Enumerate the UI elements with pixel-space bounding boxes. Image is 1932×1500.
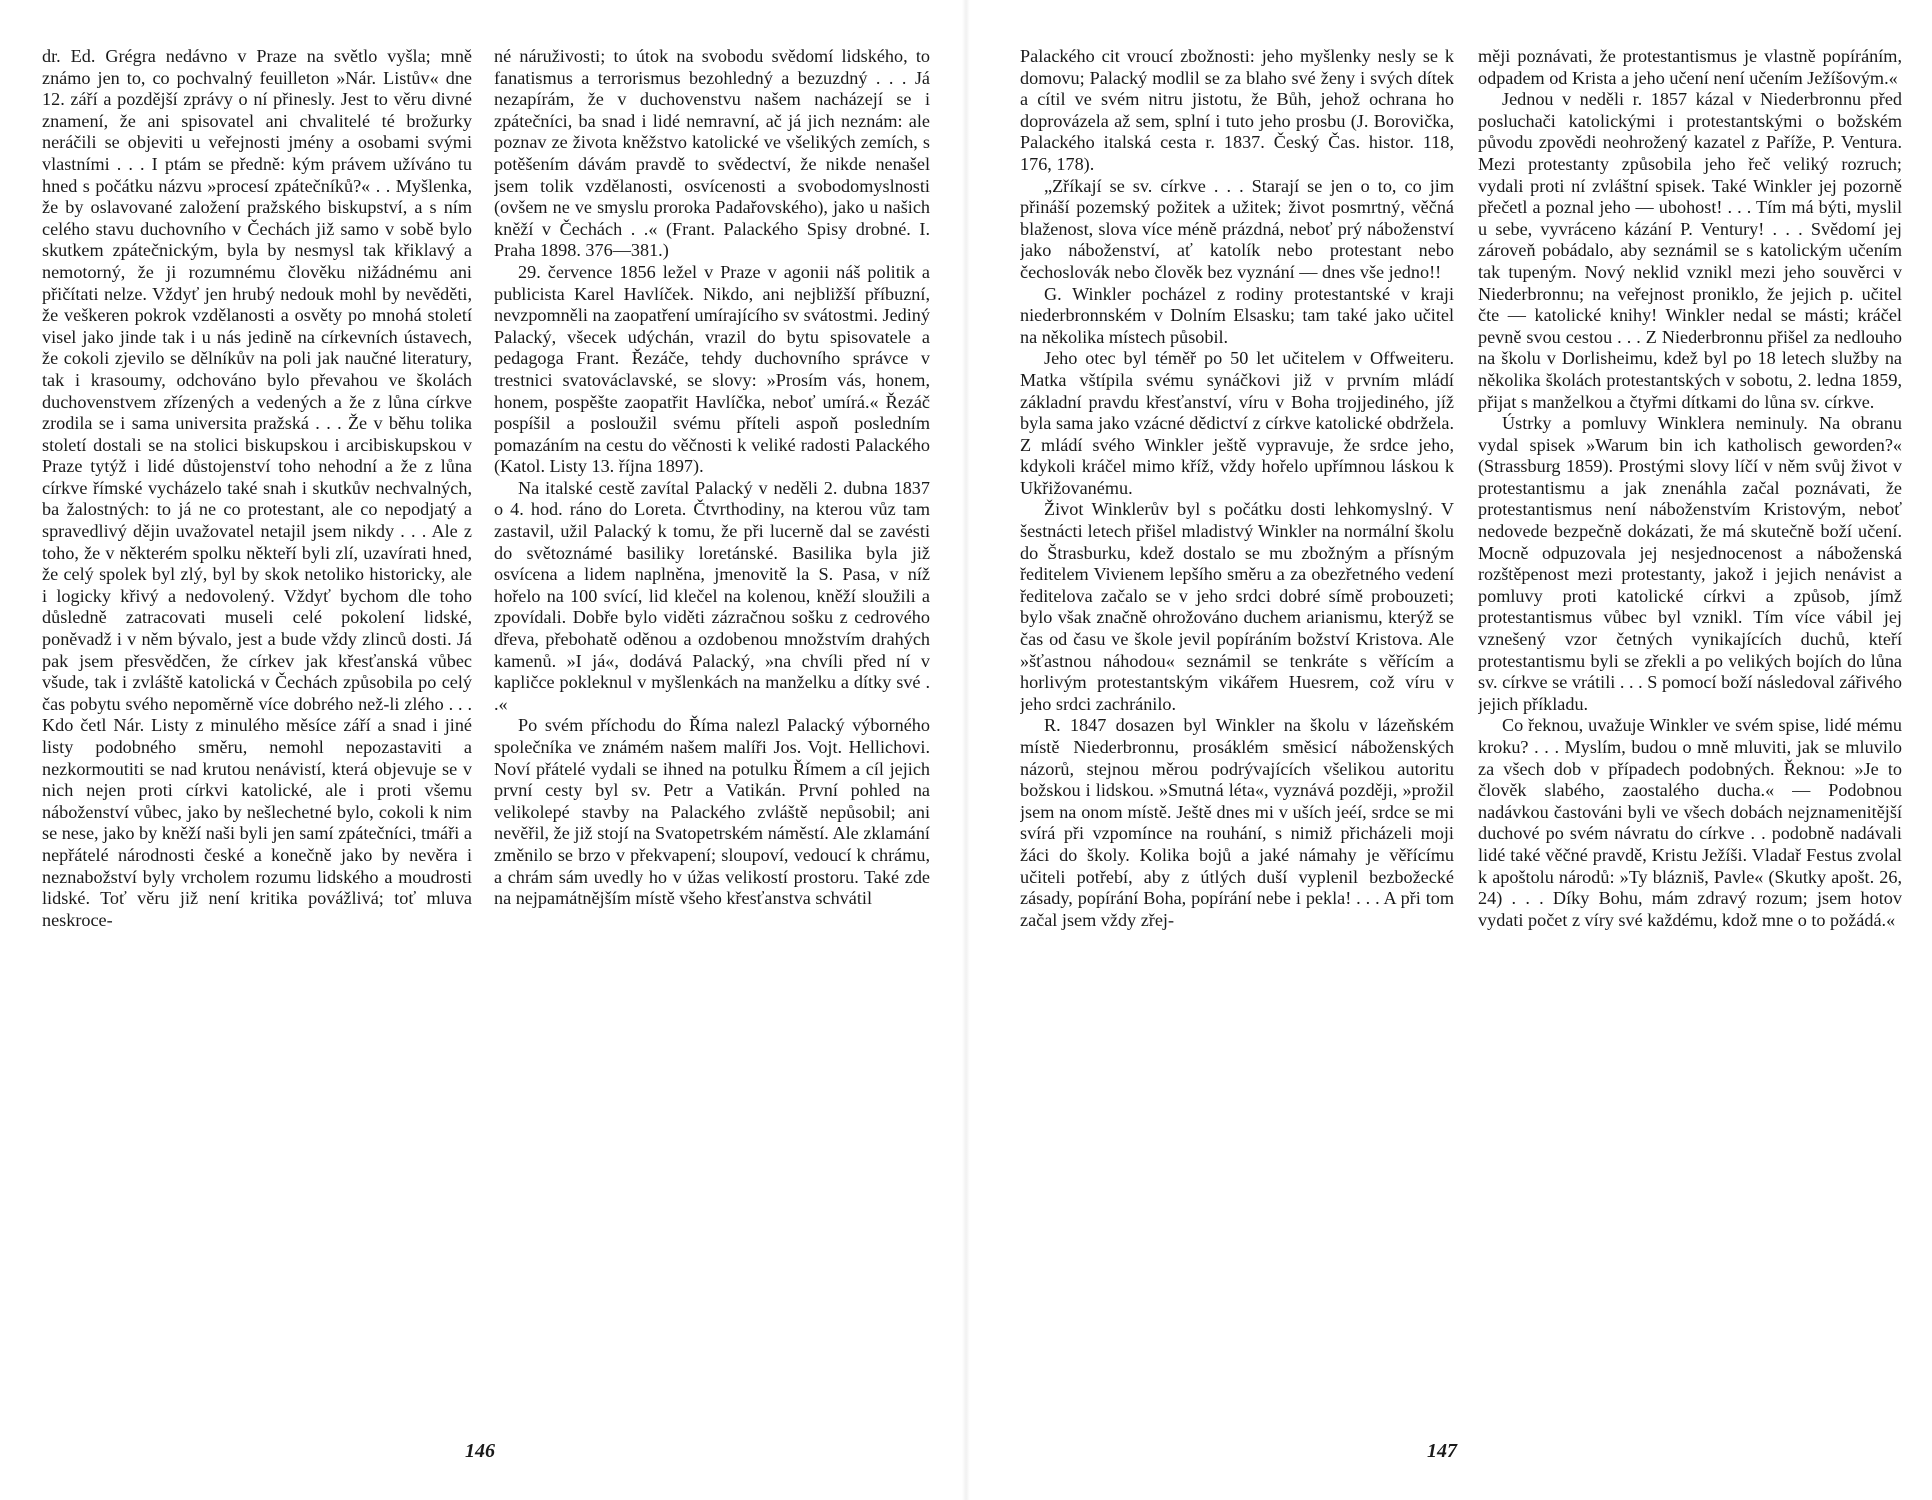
paragraph: Jednou v neděli r. 1857 kázal v Niederbronnu před posluchači katolickými i protestantskými o božském původu zpovědi neohrožený kazatel z Paříže, P. Ventura. Mezi protestanty způsobila jeho řeč veliký rozruch; vydali proti ní zvláštní spisek. Také Winkler jej pozorně přečetl a poznal jeho — ubohost! . . . Tím má býti, myslil u sebe, vyvráceno kázání P. Ventury! . . . Svědomí jej zároveň pobádalo, aby seznámil se s katolickým učením tak tupeným. Nový neklid vznikl mezi jeho souvěrci v Niederbronnu; na veřejnost proniklo, že jejich p. učitel čte — katolické knihy! Winkler nedal se másti; kráčel pevně svou cestou . . . Z Niederbronnu přišel za nedlouho na školu v Dorlisheimu, kdež byl po 18 letech služby na několika školách protestantských v sobotu, 2. ledna 1859, přijat s manželkou a čtyřmi dítkami do lůna sv. církve. [1478, 89, 1902, 412]
paragraph: Na italské cestě zavítal Palacký v neděli 2. dubna 1837 o 4. hod. ráno do Loreta. Čtvrthodiny, na kterou vůz tam zastavil, užil Palacký k tomu, že při lucerně dal se zavésti do světoznámé basiliky loretánské. Basilika byla již osvícena a lidem naplněna, jmenovitě la S. Pasa, v níž hořelo na 100 svící, lid klečel na kolenou, kněží sloužili a zpovídali. Dobře bylo viděti zázračnou sošku z cedrového dřeva, přebohatě oděnou a ozdobenou množstvím drahých kamenů. »I já«, dodává Palacký, »na chvíli před ní v kapličce pokleknul v myšlenkách na manželku a dítky své . .« [494, 477, 930, 714]
paragraph: Jeho otec byl téměř po 50 let učitelem v Offweiteru. Matka vštípila svému synáčkovi již v prvním mládí základní pravdu křesťanství, víru v Boha trojjediného, jíž byla sama jako vzácné dědictví z církve katolické obdržela. Z mládí svého Winkler ještě vypravuje, že srdce jeho, kdykoli kráčel mimo kříž, vždy hořelo upřímnou láskou k Ukřižovanému. [1020, 348, 1454, 498]
paragraph: R. 1847 dosazen byl Winkler na školu v lázeňském místě Niederbronnu, prosáklém směsicí náboženských názorů, stejnou měrou podrývajících všelikou autoritu božskou i lidskou. »Smutná léta«, vyznává později, »prožil jsem na onom místě. Ještě dnes mi v uších jeéí, srdce se mi svírá při vzpomínce na rouhání, s nimiž přicházeli moji žáci do školy. Kolika bojů a jaké námahy je věřícímu učiteli potřebí, aby z útlých duší vyplenil bezbožecké zásady, popírání Boha, popírání nebe i pekla! . . . A při tom začal jsem vždy zřej- [1020, 715, 1454, 930]
page-number-right: 147 [1427, 1440, 1457, 1462]
left-page-column-2 [494, 46, 930, 1426]
paragraph: Palackého cit vroucí zbožnosti: jeho myšlenky nesly se k domovu; Palacký modlil se za blaho své ženy i svých dítek a cítil ve svém nitru jistotu, že Bůh, jehož ochrana ho doprovázela až sem, splní i tuto jeho prosbu (J. Borovička, Palackého italská cesta r. 1837. Český Čas. histor. 118, 176, 178). [1020, 46, 1454, 174]
paragraph: né náruživosti; to útok na svobodu svědomí lidského, to fanatismus a terrorismus bezohledný a bezuzdný . . . Já nezapírám, že v duchovenstvu našem nacházejí se i zpátečníci, ba snad i lidé nemravní, ač já jich neznám: ale poznav ze života kněžstvo katolické ve všelikých zemích, s potěšením dávám pravdě to svědectví, že nikde nenašel jsem tolik vzdělanosti, osvícenosti a svobodomyslnosti (ovšem ne ve smyslu proroka Padařovského), jako u našich kněží v Čechách . .« (Frant. Palackého Spisy drobné. I. Praha 1898. 376—381.) [494, 46, 930, 261]
paragraph: Po svém příchodu do Říma nalezl Palacký výborného společníka ve známém našem malíři Jos. Vojt. Hellichovi. Noví přátelé vydali se ihned na potulku Římem a cíl jejich první cesty byl sv. Petr a Vatikán. První pohled na velikolepé stavby na Palackého zvláště nepůsobil; ani nevěřil, že již stojí na Svatopetrském náměstí. Ale zklamání změnilo se brzo v překvapení; sloupoví, vedoucí k chrámu, a chrám sám uvedly ho v úžas velikostí prostoru. Také zde na nejpamátnějším místě všeho křesťanstva schvátil [494, 715, 930, 909]
paragraph: Život Winklerův byl s počátku dosti lehkomyslný. V šestnácti letech přišel mladistvý Winkler na normální školu do Štrasburku, kdež dostalo se mu zbožným a přísným ředitelem Vivienem lepšího směru a za obezřetného vedení ředitelova začalo se v jeho srdci dobré símě probouzeti; bylo však značně ohrožováno duchem arianismu, kterýž se čas od času ve škole jevil popíráním božství Kristova. Ale »šťastnou náhodou« seznámil se tenkráte s věřícím a horlivým protestantským vikářem Huesrem, což víru v jeho srdci zachránilo. [1020, 499, 1454, 714]
right-page-column-2 [1478, 46, 1902, 1426]
paragraph: „Zříkají se sv. církve . . . Starají se jen o to, co jim přináší pozemský požitek a užitek; život posmrtný, věčná blaženost, slova více méně prázdná, neboť prý náboženství jako náboženství, ať katolík nebo protestant nebo čechoslovák nebo člověk bez vyznání — dnes vše jedno!! [1020, 175, 1454, 282]
page-number-left: 146 [465, 1440, 495, 1462]
paragraph: 29. července 1856 ležel v Praze v agonii náš politik a publicista Karel Havlíček. Nikdo, ani nejbližší příbuzní, nevzpomněli na zaopatření umírajícího sv svátostmi. Jediný Palacký, všecek udýchán, vrazil do bytu spisovatele a pedagoga Frant. Řezáče, tehdy duchovního správce v trestnici svatováclavské, se slovy: »Prosím vás, honem, honem, pospěšte zaopatřit Havlíčka, neboť umírá.« Řezáč pospíšil a posloužil svému příteli aspoň posledním pomazáním na cestu do věčnosti k veliké radosti Palackého (Katol. Listy 13. října 1897). [494, 261, 930, 477]
right-page [966, 0, 1932, 1500]
paragraph: Ústrky a pomluvy Winklera neminuly. Na obranu vydal spisek »Warum bin ich katholisch geworden?« (Strassburg 1859). Prostými slovy líčí v něm svůj život v protestantismu a jak znenáhla začal poznávati, že protestantismus není náboženstvím Kristovým, neboť nedovede bezpečně dokázati, že má skutečně boží učení. Mocně odpuzovala jej nesjednocenost a náboženská rozštěpenost mezi protestanty, jakož i jejich nenávist a pomluvy proti katolické církvi a způsob, jímž protestantismus vůbec byl vznikl. Tím více vábil jej vznešený vzor četných vynikajících duchů, kteří protestantismu byli se zřekli a po velikých bojích do lůna sv. církve se vrátili . . . S pomocí boží následoval zářivého jejich příkladu. [1478, 413, 1902, 714]
paragraph: měji poznávati, že protestantismus je vlastně popíráním, odpadem od Krista a jeho učení není učením Ježíšovým.« [1478, 46, 1902, 88]
paragraph: Co řeknou, uvažuje Winkler ve svém spise, lidé mému kroku? . . . Myslím, budou o mně mluviti, jak se mluvilo za všech dob v případech podobných. Řeknou: »Je to člověk slabého, zaostalého ducha.« — Podobnou nadávkou častováni byli ve všech dobách nejznamenitější duchové po svém návratu do církve . . podobně nadávali lidé také věčné pravdě, Kristu Ježíši. Vladař Festus zvolal k apoštolu národů: »Ty blázniš, Pavle« (Skutky apošt. 26, 24) . . . Díky Bohu, mám zdravý rozum; jsem hotov vydati počet z víry své každému, kdož mne o to požádá.« [1478, 715, 1902, 930]
right-page-column-1 [1020, 46, 1454, 1426]
paragraph: dr. Ed. Grégra nedávno v Praze na světlo vyšla; mně známo jen to, co pochvalný feuilleton »Nár. Listův« dne 12. září a pozdější zprávy o ní přinesly. Jest to věru divné znamení, že ani spisovatel ani chvalitelé té brožurky neráčili se objeviti u veřejnosti jmény a osobami svými vlastními . . . I ptám se předně: kým právem užíváno tu hned s počátku názvu »procesí zpátečníků?« . . Myšlenka, že by oslavované založení pražského biskupství, a s ním celého stavu duchovního v Čechách již samo v sobě bylo skutkem zpátečnickým, byla by nesmysl tak křiklavý a nemotorný, že ji rozumnému člověku nižádnému ani přičítati nelze. Vždyť jen hrubý nedouk mohl by nevěděti, že veškeren pokrok vzdělanosti a osvěty po mnohá století visel jako jinde tak i u nás jedině na církevních ústavech, že cokoli zjevilo se dělníkův na poli jak naučné literatury, tak i krasoumy, odchováno bylo převahou ve školách duchovenstvem zřízených a vedených a že z lůna církve zrodila se i sama universita pražská . . . Že v běhu tolika století dostali se na stolici biskupskou i arcibiskupskou v Praze tytýž i lidé důstojenství toho nehodní a že z lůna církve římské vycházelo také snah i skutkův nechvalných, ba žalostných: to já ne co protestant, ale co nepodjatý a spravedlivý dějin uvažovatel netajil jsem nikdy . . . Ale z toho, že v některém spolku někteří byli zlí, uzavírati hned, že celý spolek byl zlý, byl by skok netoliko historicky, ale i logicky křivý a nedovolený. Vždyť bychom dle toho důsledně zatracovati museli celé pokolení lidské, poněvadž i v něm bývalo, jest a bude vždy zlinců dosti. Já pak jsem přesvědčen, že církev jak křesťanská vůbec všude, tak i zvláště katolická v Čechách způsobila po celý čas pobytu svého nepoměrně více dobrého než-li zlého . . . Kdo četl Nár. Listy z minulého měsíce září a snad i jiné listy podobného směru, nemohl nepozastaviti a nezkormoutiti se nad krutou nenávistí, která objevuje se v nich nejen proti církvi katolické, ale i proti všemu náboženství vůbec, jako by nešlechetné bylo, cokoli k nim se nese, jako by kněží naši byli jen samí zpátečníci, tmáři a nepřátelé národnosti české a konečně jako by nevěra i neznabožství byly vrcholem rozumu lidského a moudrosti lidské. Toť věru již není kritika povážlivá; toť mluva neskroce- [42, 46, 472, 930]
paragraph: G. Winkler pocházel z rodiny protestantské v kraji niederbronnském v Dolním Elsasku; tam také jako učitel na několika místech působil. [1020, 283, 1454, 347]
left-page-column-1 [42, 46, 472, 1426]
